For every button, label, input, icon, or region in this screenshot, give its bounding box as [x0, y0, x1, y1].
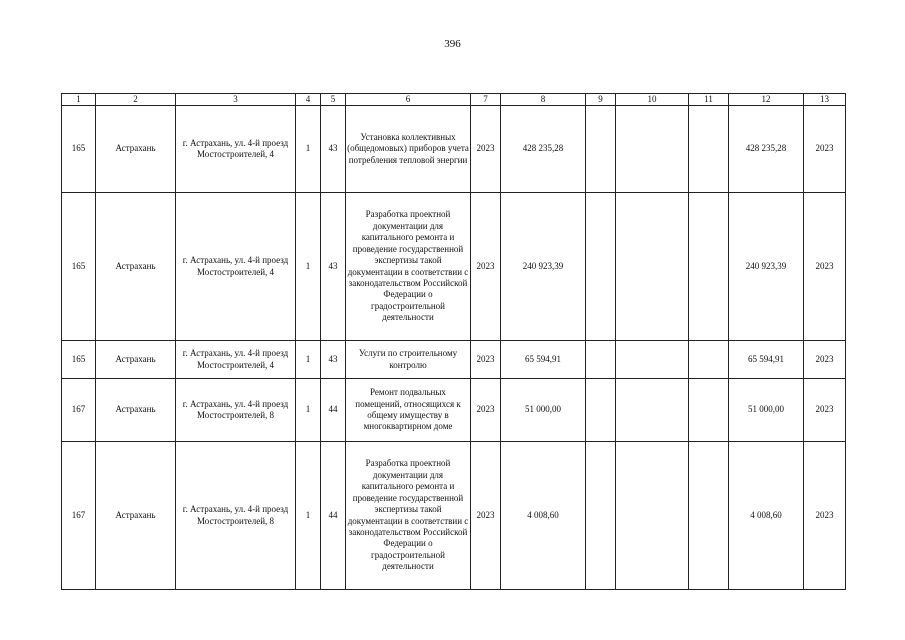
cell-row-number: 165: [62, 341, 96, 379]
cell-cost-owners: 51 000,00: [729, 379, 804, 442]
table-row: [62, 442, 846, 590]
column-number: 13: [804, 94, 846, 106]
cell-cost-regional: [616, 379, 689, 442]
cell-address: г. Астрахань, ул. 4-й проезд Мостостроителей, 4: [176, 341, 296, 379]
cell-completion-year: 2023: [804, 341, 846, 379]
cell-address: г. Астрахань, ул. 4-й проезд Мостостроителей, 4: [176, 193, 296, 341]
works-table: [61, 93, 846, 590]
cell-address: г. Астрахань, ул. 4-й проезд Мостостроителей, 8: [176, 442, 296, 590]
cell-completion-year: 2023: [804, 193, 846, 341]
column-number: 5: [321, 94, 346, 106]
column-number: 3: [176, 94, 296, 106]
cell-address: г. Астрахань, ул. 4-й проезд Мостостроителей, 8: [176, 379, 296, 442]
cell-year: 2023: [471, 341, 501, 379]
cell-cost-local: [689, 442, 729, 590]
cell-building-number: 43: [321, 193, 346, 341]
cell-work-type: Услуги по строительному контролю: [346, 341, 471, 379]
cell-city: Астрахань: [96, 193, 176, 341]
cell-section: 1: [296, 106, 321, 193]
cell-cost-local: [689, 106, 729, 193]
cell-cost: 428 235,28: [501, 106, 586, 193]
column-number: 6: [346, 94, 471, 106]
column-number: 7: [471, 94, 501, 106]
cell-city: Астрахань: [96, 442, 176, 590]
cell-cost-regional: [616, 341, 689, 379]
cell-year: 2023: [471, 379, 501, 442]
column-number: 8: [501, 94, 586, 106]
column-number-row: [62, 94, 846, 106]
column-number: 2: [96, 94, 176, 106]
cell-year: 2023: [471, 106, 501, 193]
cell-cost-federal: [586, 106, 616, 193]
cell-completion-year: 2023: [804, 442, 846, 590]
cell-work-type: Установка коллективных (общедомовых) приборов учета потребления тепловой энергии: [346, 106, 471, 193]
cell-cost-owners: 240 923,39: [729, 193, 804, 341]
cell-city: Астрахань: [96, 106, 176, 193]
cell-cost-owners: 4 008,60: [729, 442, 804, 590]
cell-cost-local: [689, 379, 729, 442]
cell-completion-year: 2023: [804, 106, 846, 193]
cell-cost: 51 000,00: [501, 379, 586, 442]
cell-cost-local: [689, 341, 729, 379]
cell-cost-federal: [586, 341, 616, 379]
cell-row-number: 165: [62, 193, 96, 341]
table-row: [62, 341, 846, 379]
column-number: 9: [586, 94, 616, 106]
cell-work-type: Ремонт подвальных помещений, относящихся к общему имуществу в многоквартирном доме: [346, 379, 471, 442]
cell-year: 2023: [471, 442, 501, 590]
cell-cost-federal: [586, 379, 616, 442]
page-number: 396: [444, 38, 461, 50]
column-number: 1: [62, 94, 96, 106]
cell-building-number: 43: [321, 106, 346, 193]
cell-cost-federal: [586, 193, 616, 341]
cell-work-type: Разработка проектной документации для капитального ремонта и проведение государственной экспертизы такой документации в соответствии с законодательством Российской Федерации о градостроительной деятельности: [346, 193, 471, 341]
table-row: [62, 379, 846, 442]
column-number: 12: [729, 94, 804, 106]
cell-completion-year: 2023: [804, 379, 846, 442]
cell-work-type: Разработка проектной документации для капитального ремонта и проведение государственной экспертизы такой документации в соответствии с законодательством Российской Федерации о градостроительной деятельности: [346, 442, 471, 590]
column-number: 11: [689, 94, 729, 106]
table-row: [62, 106, 846, 193]
cell-row-number: 167: [62, 379, 96, 442]
cell-city: Астрахань: [96, 379, 176, 442]
cell-section: 1: [296, 193, 321, 341]
cell-cost-federal: [586, 442, 616, 590]
cell-year: 2023: [471, 193, 501, 341]
cell-cost-owners: 65 594,91: [729, 341, 804, 379]
cell-address: г. Астрахань, ул. 4-й проезд Мостостроителей, 4: [176, 106, 296, 193]
cell-row-number: 165: [62, 106, 96, 193]
cell-building-number: 44: [321, 442, 346, 590]
cell-cost: 65 594,91: [501, 341, 586, 379]
cell-cost-regional: [616, 106, 689, 193]
column-number: 4: [296, 94, 321, 106]
cell-cost: 240 923,39: [501, 193, 586, 341]
cell-cost-owners: 428 235,28: [729, 106, 804, 193]
cell-building-number: 44: [321, 379, 346, 442]
cell-section: 1: [296, 379, 321, 442]
column-number: 10: [616, 94, 689, 106]
cell-section: 1: [296, 341, 321, 379]
cell-section: 1: [296, 442, 321, 590]
cell-row-number: 167: [62, 442, 96, 590]
cell-cost: 4 008,60: [501, 442, 586, 590]
table-row: [62, 193, 846, 341]
cell-cost-regional: [616, 193, 689, 341]
cell-building-number: 43: [321, 341, 346, 379]
cell-cost-local: [689, 193, 729, 341]
cell-city: Астрахань: [96, 341, 176, 379]
cell-cost-regional: [616, 442, 689, 590]
